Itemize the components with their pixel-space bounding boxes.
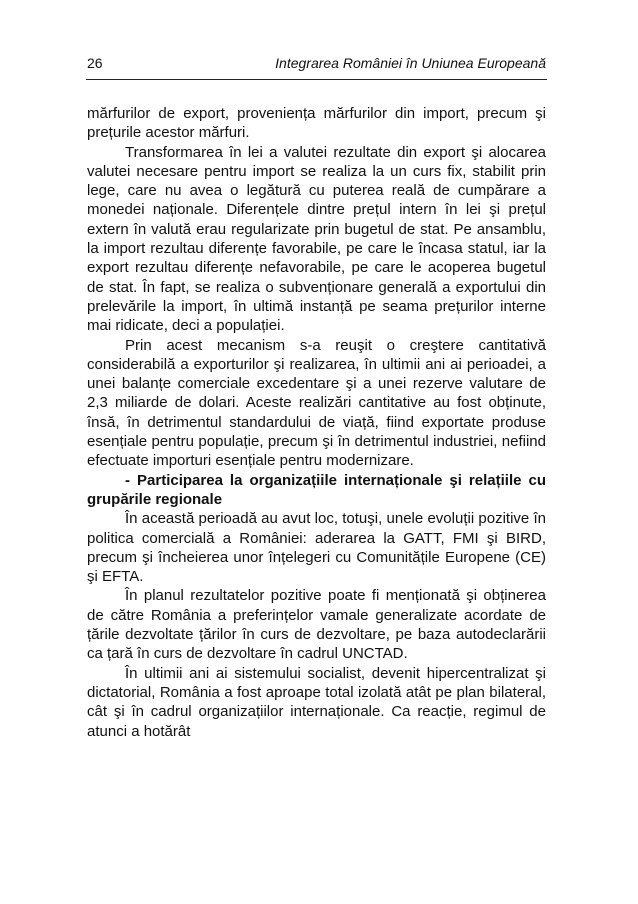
paragraph: În această perioadă au avut loc, totuşi, unele evoluții pozitive în politica comercială a României: aderarea la GATT, FMI şi BIRD, precum şi încheierea unor înțelegeri cu Comunitățile Europene (CE) şi EFTA. (87, 510, 546, 586)
page-number: 26 (87, 55, 103, 71)
page-header (87, 55, 546, 75)
running-title: Integrarea României în Uniunea Europeană (275, 55, 546, 71)
header-rule (86, 79, 547, 80)
paragraph: În ultimii ani ai sistemului socialist, devenit hipercentralizat şi dictatorial, România a fost aproape total izolată atât pe plan bilateral, cât şi în cadrul organizațiilor internaționale. Ca reacție, regimul de atunci a hotărât (87, 664, 546, 740)
paragraph: În planul rezultatelor pozitive poate fi menționată şi obținerea de către România a preferințelor vamale generalizate acordate de țările dezvoltate țărilor în curs de dezvoltare, pe baza autodeclarării ca țară în curs de dezvoltare în cadrul UNCTAD. (87, 587, 546, 663)
section-heading: - Participarea la organizațiile internaționale şi relațiile cu grupările regionale (87, 471, 546, 508)
body-text (87, 104, 546, 741)
paragraph: Prin acest mecanism s-a reuşit o creştere cantitativă considerabilă a exporturilor şi realizarea, în ultimii ani ai perioadei, a unei balanțe comerciale excedentare şi a unei rezerve valutare de 2,3 miliarde de dolari. Aceste realizări cantitative au fost obținute, însă, în detrimentul standardului de viață, fiind exportate produse esențiale pentru populație, precum şi în detrimentul industriei, nefiind efectuate importuri esențiale pentru modernizare. (87, 336, 546, 470)
paragraph: mărfurilor de export, proveniența mărfurilor din import, precum şi prețurile acestor mărfuri. (87, 105, 546, 142)
paragraph: Transformarea în lei a valutei rezultate din export şi alocarea valutei necesare pentru import se realiza la un curs fix, stabilit prin lege, care nu avea o legătură cu puterea reală de cumpărare a monedei naționale. Diferențele dintre prețul intern în lei şi prețul extern în valută erau regularizate prin bugetul de stat. Pe ansamblu, la import rezultau diferențe favorabile, pe care le încasa statul, iar la export rezultau diferențe nefavorabile, pe care le acoperea bugetul de stat. În fapt, se realiza o subvenționare generală a exportului din prelevările la import, în ultimă instanță pe seama prețurilor interne mai ridicate, deci a populației. (87, 143, 546, 335)
